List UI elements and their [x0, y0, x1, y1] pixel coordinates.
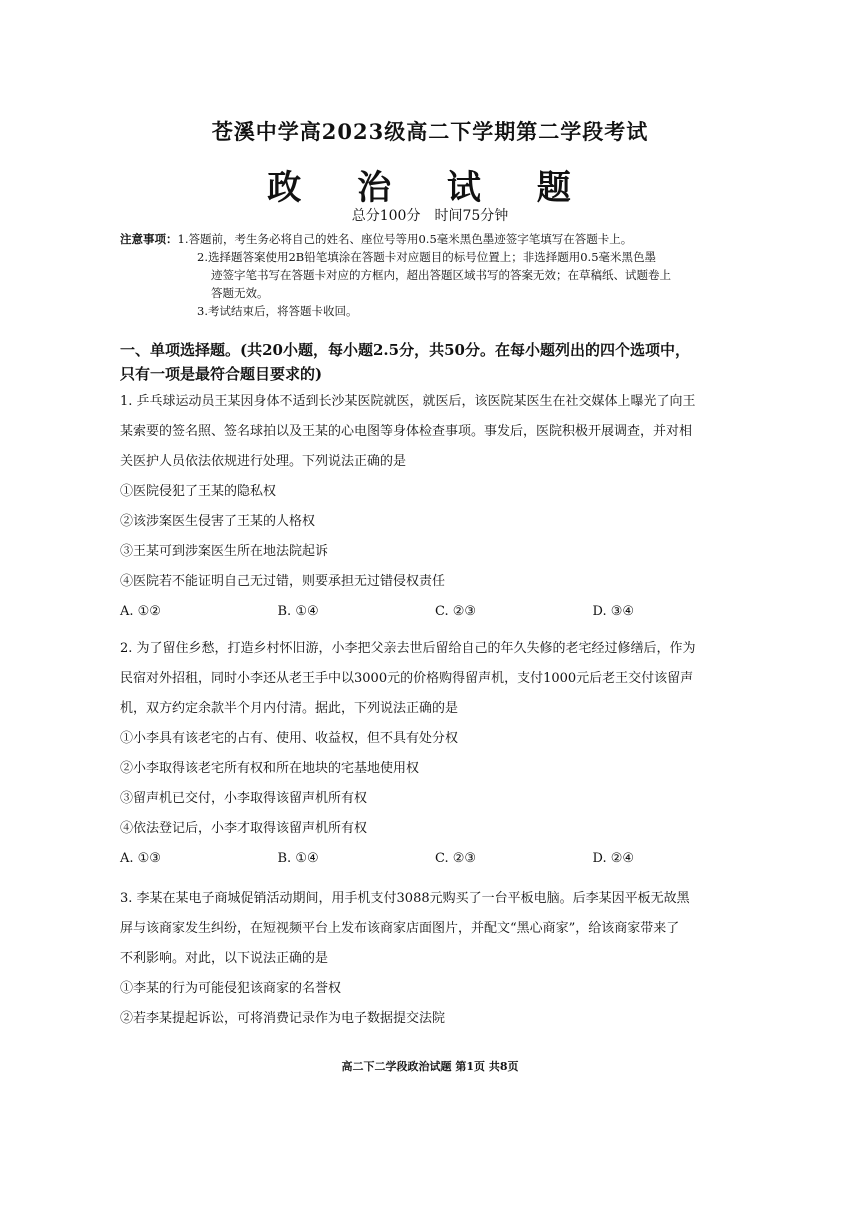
question-stem-line: 2. 为了留住乡愁，打造乡村怀旧游，小李把父亲去世后留给自己的年久失修的老宅经过修缮后，作为	[120, 641, 696, 656]
subject-title: 政 治 试 题	[267, 168, 593, 208]
notice-label: 注意事项：	[120, 232, 178, 246]
statement: ①小李具有该老宅的占有、使用、收益权，但不具有处分权	[120, 731, 459, 746]
section-heading	[120, 338, 760, 386]
question-2	[120, 634, 750, 874]
statement: ②若李某提起诉讼，可将消费记录作为电子数据提交法院	[120, 1011, 446, 1026]
notice-item-1: 1.答题前，考生务必将自己的姓名、座位号等用0.5毫米黑色墨迹签字笔填写在答题卡上。	[177, 232, 633, 246]
exam-title: 苍溪中学高2023级高二下学期第二学段考试	[211, 119, 649, 144]
question-stem-line: 3. 李某在某电子商城促销活动期间，用手机支付3088元购买了一台平板电脑。后李某因平板无故黑	[120, 891, 690, 906]
question-stem-line: 不利影响。对此，以下说法正确的是	[120, 951, 329, 966]
question-stem-line: 屏与该商家发生纠纷，在短视频平台上发布该商家店面图片，并配文“黑心商家”，给该商家带来了	[120, 921, 680, 936]
question-stem-line: 民宿对外招租，同时小李还从老王手中以3000元的价格购得留声机，支付1000元后老王交付该留声	[120, 671, 694, 686]
score-time-info: 总分100分 时间75分钟	[351, 208, 509, 224]
statement: ④医院若不能证明自己无过错，则要承担无过错侵权责任	[120, 574, 446, 589]
notice-item-2: 2.选择题答案使用2B铅笔填涂在答题卡对应题目的标号位置上；非选择题用0.5毫米黑色墨	[197, 250, 657, 264]
statement: ②该涉案医生侵害了王某的人格权	[120, 514, 316, 529]
option-a: A. ①②	[120, 604, 161, 619]
option-d: D. ③④	[592, 604, 635, 619]
statement: ④依法登记后，小李才取得该留声机所有权	[120, 821, 368, 836]
statement: ③留声机已交付，小李取得该留声机所有权	[120, 791, 368, 806]
notice-item-2-cont: 迹签字笔书写在答题卡对应的方框内，超出答题区域书写的答案无效；在草稿纸、试题卷上	[211, 268, 671, 282]
notice-item-2-end: 答题无效。	[211, 286, 269, 300]
notice-item-3: 3.考试结束后，将答题卡收回。	[197, 304, 358, 318]
question-3	[120, 884, 750, 1034]
answer-options	[120, 844, 750, 874]
statement: ③王某可到涉案医生所在地法院起诉	[120, 544, 329, 559]
statement: ①医院侵犯了王某的隐私权	[120, 484, 277, 499]
statement: ①李某的行为可能侵犯该商家的名誉权	[120, 981, 342, 996]
option-c: C. ②③	[435, 604, 477, 619]
answer-options	[120, 597, 750, 627]
section-heading-line-1: 一、单项选择题。(共20小题，每小题2.5分，共50分。在每小题列出的四个选项中，	[120, 341, 690, 359]
option-a: A. ①③	[120, 851, 161, 866]
option-d: D. ②④	[592, 851, 635, 866]
question-stem-line: 关医护人员依法依规进行处理。下列说法正确的是	[120, 454, 407, 469]
page-footer: 高二下二学段政治试题 第1页 共8页	[341, 1060, 519, 1073]
question-stem-line: 机，双方约定余款半个月内付清。据此，下列说法正确的是	[120, 701, 459, 716]
question-1	[120, 387, 750, 627]
option-c: C. ②③	[435, 851, 477, 866]
section-heading-line-2: 只有一项是最符合题目要求的)	[120, 365, 323, 383]
notice-block	[120, 230, 760, 320]
option-b: B. ①④	[277, 851, 319, 866]
option-b: B. ①④	[277, 604, 319, 619]
question-stem-line: 某索要的签名照、签名球拍以及王某的心电图等身体检查事项。事发后，医院积极开展调查，并对相	[120, 424, 693, 439]
statement: ②小李取得该老宅所有权和所在地块的宅基地使用权	[120, 761, 420, 776]
question-stem-line: 1. 乒乓球运动员王某因身体不适到长沙某医院就医，就医后，该医院某医生在社交媒体上曝光了向王	[120, 394, 696, 409]
